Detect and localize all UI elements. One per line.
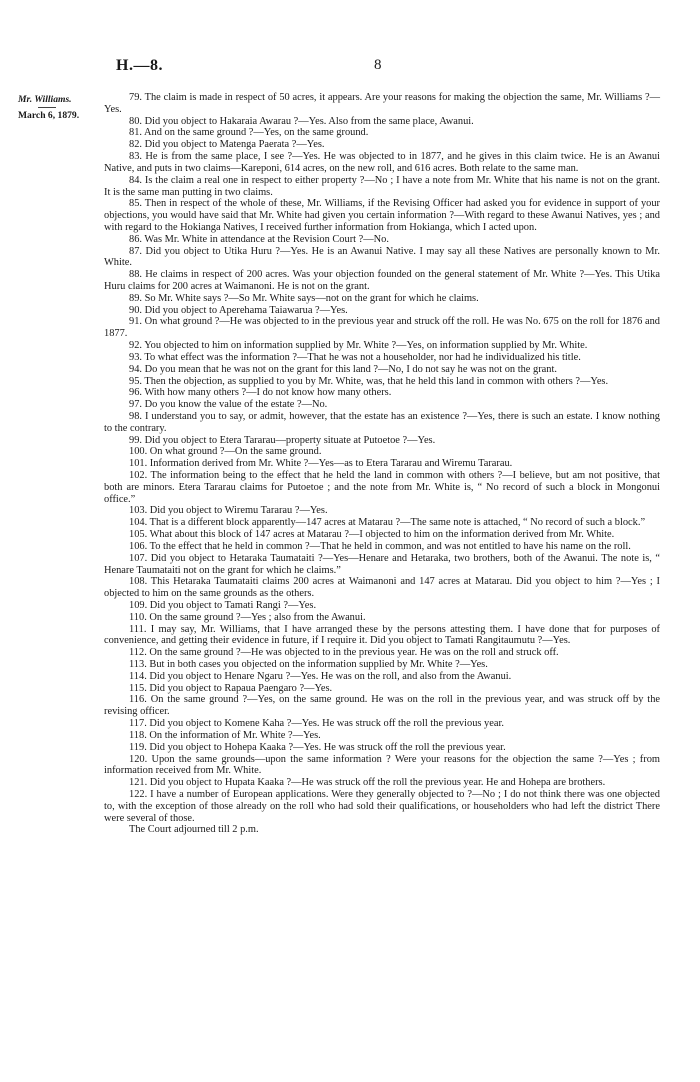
paragraph: 89. So Mr. White says ?—So Mr. White says—not on the grant for which he claims.	[129, 292, 479, 304]
paragraph: 105. What about this block of 147 acres at Matarau ?—I objected to him on the information derived from Mr. White.	[129, 529, 615, 541]
paragraph: 79. The claim is made in respect of 50 acres, it appears. Are your reasons for making the objection the same, Mr. Williams ?—Yes.	[104, 92, 660, 115]
paragraph: 116. On the same ground ?—Yes, on the same ground. He was on the roll in the previous year, and was struck off by the revising officer.	[104, 694, 660, 718]
paragraph: 87. Did you object to Utika Huru ?—Yes. He is an Awanui Native. I may say all these Natives are personally known to Mr. White.	[104, 245, 660, 269]
paragraph: 120. Upon the same grounds—upon the same information ? Were your reasons for the objection the same ?—Yes ; from information received from Mr. White.	[104, 753, 660, 777]
paragraph: 93. To what effect was the information ?—That he was not a householder, nor had he individualized his title.	[129, 351, 581, 363]
testimony-text	[104, 92, 660, 836]
paragraph: 86. Was Mr. White in attendance at the Revision Court ?—No.	[129, 233, 389, 245]
paragraph: 113. But in both cases you objected on the information supplied by Mr. White ?—Yes.	[129, 659, 488, 670]
margin-note	[18, 93, 102, 122]
paragraph: 95. Then the objection, as supplied to you by Mr. White, was, that he held this land in common with others ?—Yes.	[129, 375, 609, 387]
paragraph: 91. On what ground ?—He was objected to in the previous year and struck off the roll. He was No. 675 on the roll for 1876 and 1877.	[104, 316, 660, 340]
paragraph: 121. Did you object to Hupata Kaaka ?—He was struck off the roll the previous year. He and Hohepa are brothers.	[129, 777, 606, 789]
paragraph: 82. Did you object to Matenga Paerata ?—Yes.	[129, 139, 325, 151]
paragraph: 85. Then in respect of the whole of these, Mr. Williams, if the Revising Officer had asked you for evidence in support of your objections, you would have said that Mr. White had given you certain information ?—With regard to these Awanui Natives, yes ; and with regard to the Hokianga Natives, I received further information from Hokianga, which I acted upon.	[104, 198, 660, 233]
sitting-date: March 6, 1879.	[18, 110, 80, 121]
paragraph: 101. Information derived from Mr. White ?—Yes—as to Etera Tararau and Wiremu Tararau.	[129, 458, 513, 470]
paragraph: 92. You objected to him on information supplied by Mr. White ?—Yes, on information supplied by Mr. White.	[129, 340, 588, 352]
paragraph: 110. On the same ground ?—Yes ; also from the Awanui.	[129, 611, 366, 623]
paragraph: 122. I have a number of European applications. Were they generally objected to ?—No ; I do not think there was one objected to, with the exception of those already on the roll who had sold their qualifications, or householders who had left the district There were several of those.	[104, 788, 660, 824]
paragraph: 88. He claims in respect of 200 acres. Was your objection founded on the general statement of Mr. White ?—Yes. This Utika Huru claims for 200 acres at Waimanoni. He is not on the grant.	[104, 269, 660, 292]
document-reference: H.—8.	[116, 57, 163, 74]
paragraph: 90. Did you object to Aperehama Taiawarua ?—Yes.	[129, 304, 348, 316]
paragraph: 96. With how many others ?—I do not know how many others.	[129, 387, 392, 399]
paragraph: 102. The information being to the effect that he held the land in common with others ?—I believe, but am not positive, that both are minors. Etera Tararau claims for Putoetoe ; and the note from Mr. White is, “ No record of such a block in Mongonui office.”	[104, 470, 660, 505]
paragraph: 108. This Hetaraka Taumataiti claims 200 acres at Waimanoni and 147 acres at Matarau. Did you object to him ?—Yes ; I objected to him on the same grounds as the others.	[104, 576, 660, 600]
paragraph: 80. Did you object to Hakaraia Awarau ?—Yes. Also from the same place, Awanui.	[129, 115, 474, 127]
paragraph: 104. That is a different block apparently—147 acres at Matarau ?—The same note is attached, “ No record of such a block.”	[129, 517, 646, 529]
paragraph: 83. He is from the same place, I see ?—Yes. He was objected to in 1877, and he gives in this claim twice. He is an Awanui Native, and puts in two claims—Kareponi, 614 acres, on the new roll, and 616 acres. Both relate to the same man.	[104, 151, 660, 174]
divider	[38, 107, 56, 108]
paragraph: 114. Did you object to Henare Ngaru ?—Yes. He was on the roll, and also from the Awanui.	[129, 670, 512, 682]
paragraph: 112. On the same ground ?—He was objected to in the previous year. He was on the roll and struck off.	[129, 647, 559, 659]
paragraph: 117. Did you object to Komene Kaha ?—Yes. He was struck off the roll the previous year.	[129, 718, 504, 730]
paragraph: 84. Is the claim a real one in respect to either property ?—No ; I have a note from Mr. White that his name is not on the grant. It is the same man putting in two claims.	[104, 174, 660, 198]
paragraph: 109. Did you object to Tamati Rangi ?—Yes.	[129, 599, 317, 611]
paragraph: 119. Did you object to Hohepa Kaaka ?—Yes. He was struck off the roll the previous year.	[129, 741, 506, 753]
paragraph: 94. Do you mean that he was not on the grant for this land ?—No, I do not say he was not on the grant.	[129, 363, 557, 375]
page-header	[116, 57, 656, 77]
page-number: 8	[374, 57, 382, 73]
paragraph: 103. Did you object to Wiremu Tararau ?—Yes.	[129, 505, 328, 517]
paragraph: 81. And on the same ground ?—Yes, on the same ground.	[129, 127, 369, 139]
paragraph: 99. Did you object to Etera Tararau—property situate at Putoetoe ?—Yes.	[129, 434, 436, 446]
paragraph: 97. Do you know the value of the estate ?—No.	[129, 399, 328, 411]
paragraph: 118. On the information of Mr. White ?—Yes.	[129, 729, 321, 741]
speaker-name: Mr. Williams.	[18, 94, 72, 105]
paragraph: 98. I understand you to say, or admit, however, that the estate has an existence ?—Yes, there is such an estate. I know nothing to the contrary.	[104, 410, 660, 434]
paragraph: 100. On what ground ?—On the same ground.	[129, 446, 322, 458]
paragraph: 106. To the effect that he held in common ?—That he held in common, and was not entitled to have his name on the roll.	[129, 540, 631, 552]
paragraph: 111. I may say, Mr. Williams, that I have arranged these by the persons attesting them. I have done that for purposes of convenience, and getting their evidence in future, if I require it. Did you object to Tamati Rangitaumutu ?—Yes.	[104, 623, 660, 647]
paragraph: 107. Did you object to Hetaraka Taumataiti ?—Yes—Henare and Hetaraka, two brothers, both of the Awanui. The note is, “ Henare Taumataiti not on the grant for which he claims.”	[104, 552, 660, 576]
paragraph: The Court adjourned till 2 p.m.	[129, 824, 259, 836]
paragraph: 115. Did you object to Rapaua Paengaro ?—Yes.	[129, 682, 333, 694]
